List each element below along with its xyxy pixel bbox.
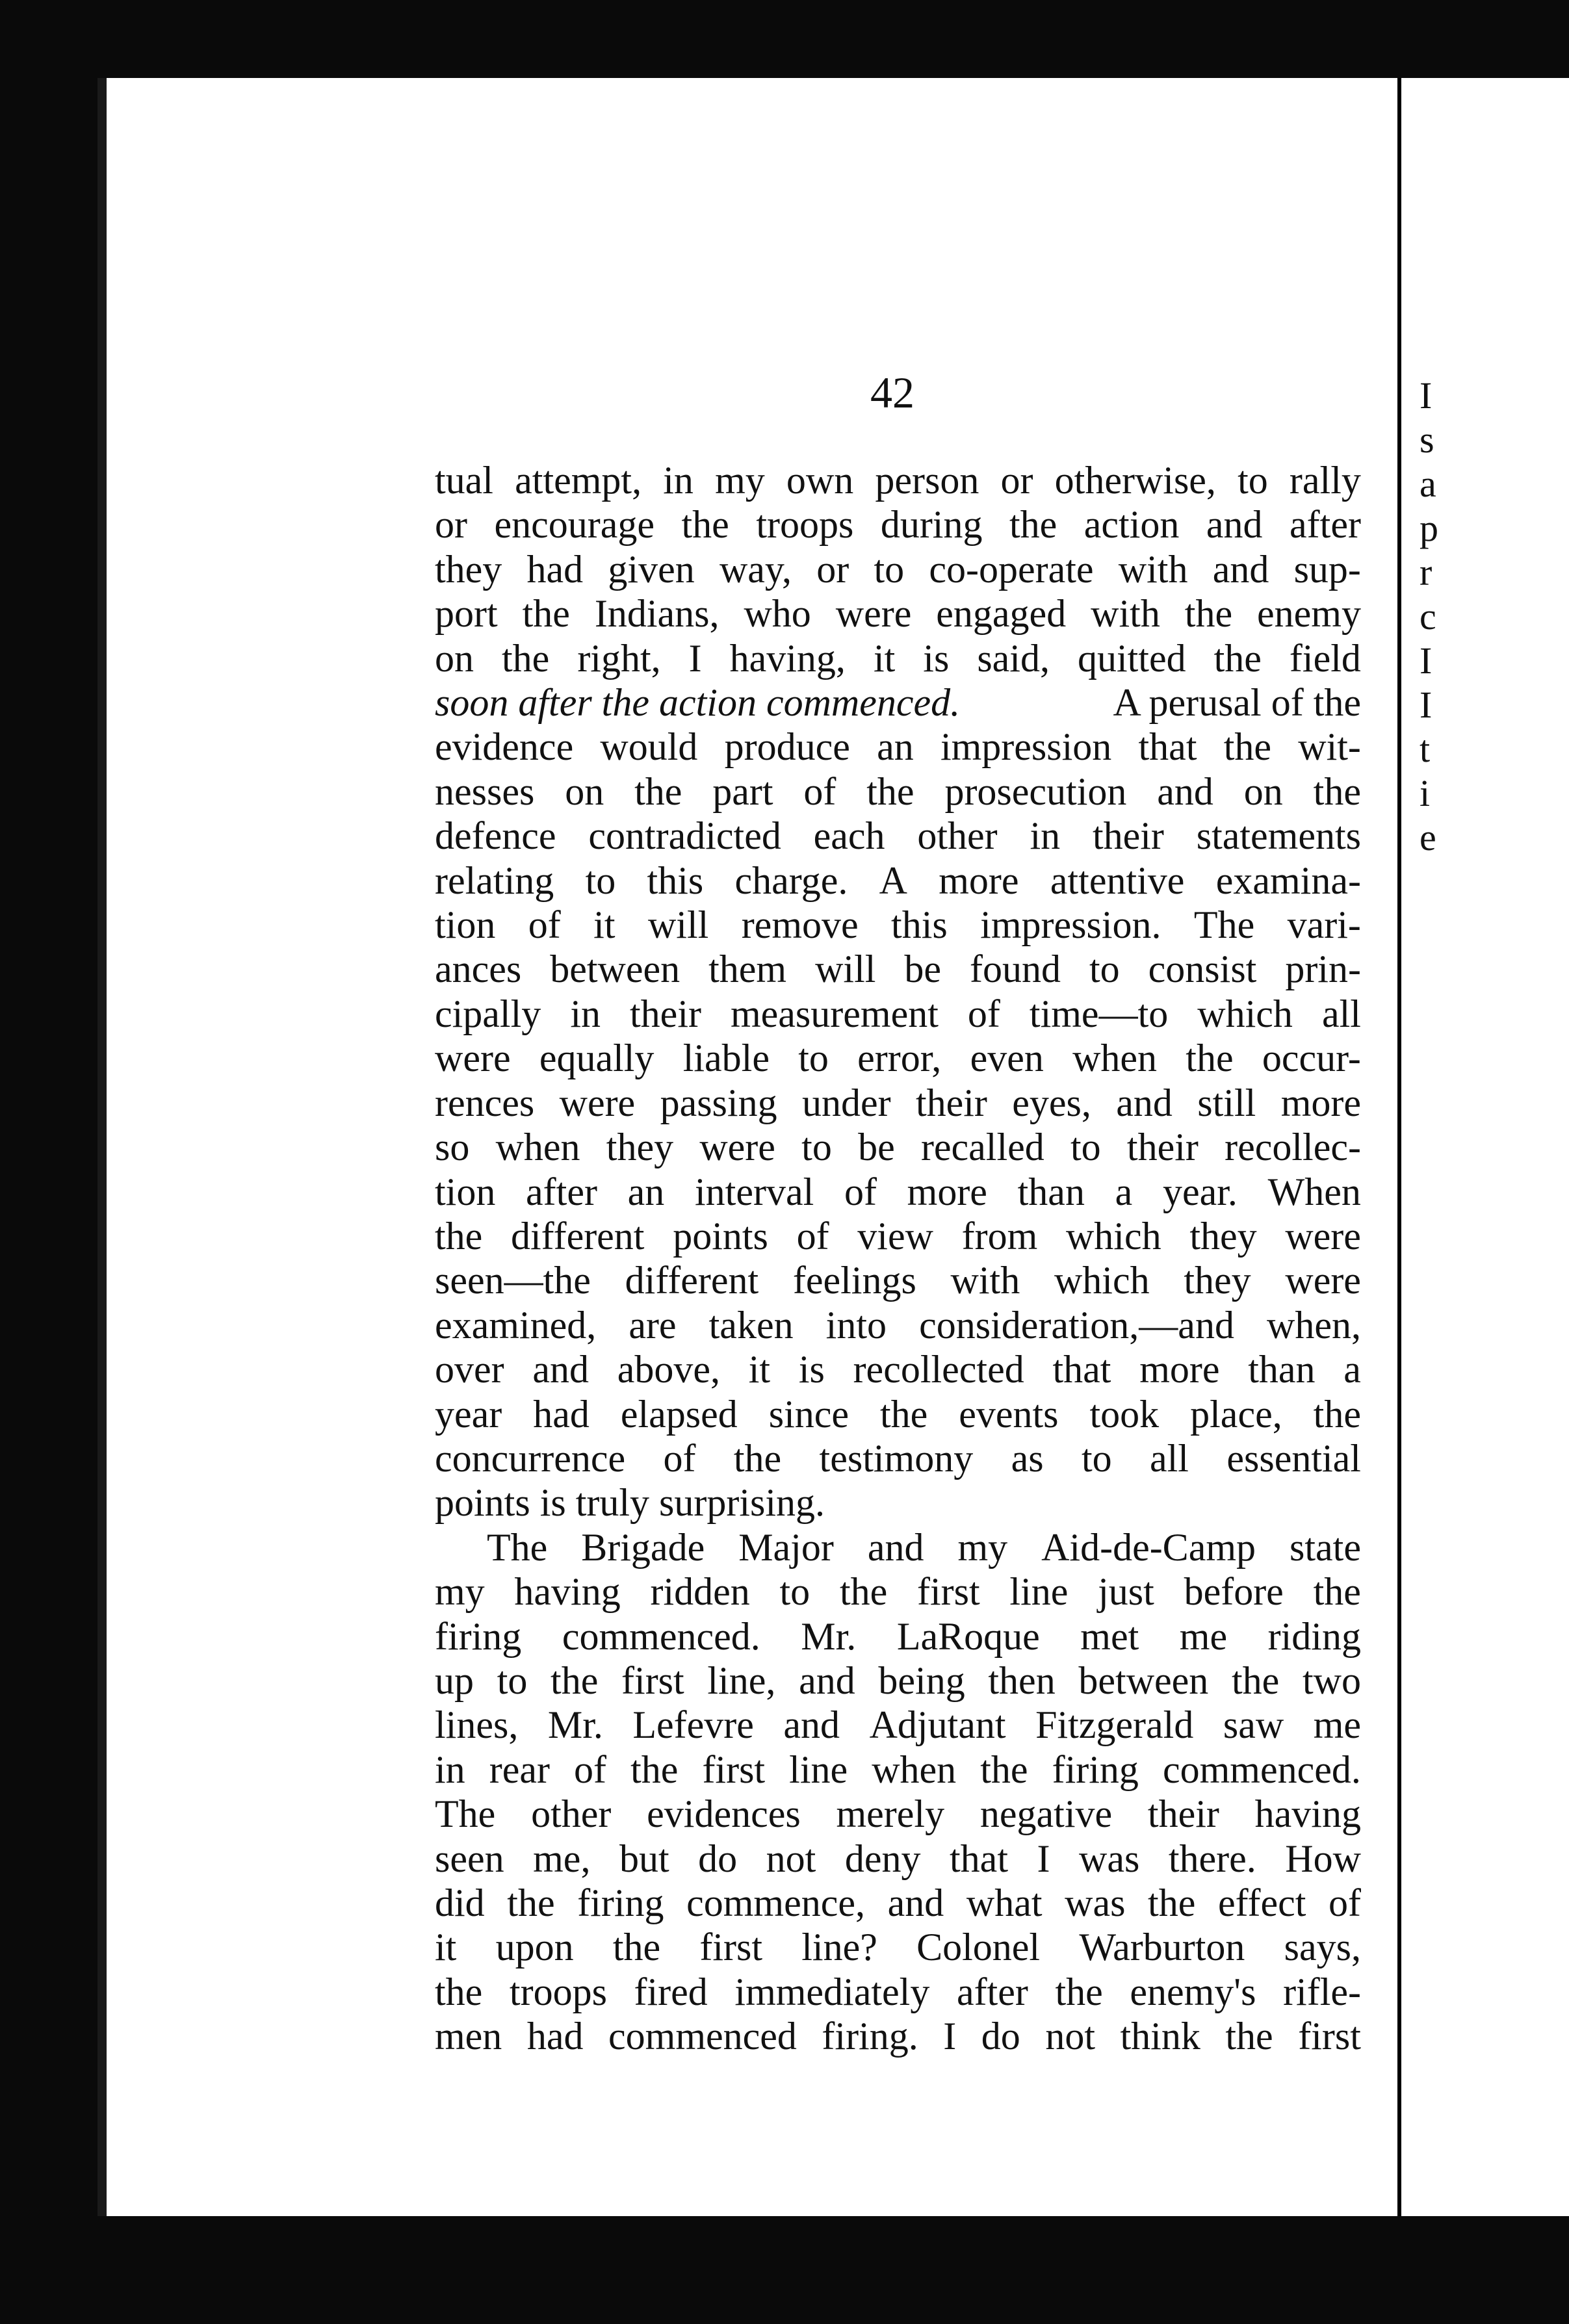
text-line: nesses on the part of the prosecution and on the: [435, 769, 1361, 813]
text-line: year had elapsed since the events took place, the: [435, 1392, 1361, 1436]
text-line: lines, Mr. Lefevre and Adjutant Fitzgerald saw me: [435, 1703, 1361, 1747]
text-line: did the firing commence, and what was the effect of: [435, 1881, 1361, 1924]
text-line: concurrence of the testimony as to all essential: [435, 1436, 1361, 1480]
text-line: rences were passing under their eyes, and still more: [435, 1081, 1361, 1124]
text-line: examined, are taken into consideration,—and when,: [435, 1303, 1361, 1347]
text-line: they had given way, or to co-operate with and sup-: [435, 547, 1361, 591]
text-line: tion after an interval of more than a year. When: [435, 1170, 1361, 1213]
body-text: [435, 458, 1361, 2059]
text-line: defence contradicted each other in their statements: [435, 814, 1361, 858]
facing-page-letter: I: [1420, 684, 1433, 726]
text-line: points is truly surprising.: [435, 1481, 825, 1525]
facing-page-letter: p: [1420, 507, 1438, 549]
text-line: my having ridden to the first line just before the: [435, 1570, 1361, 1614]
facing-page-letter: c: [1420, 595, 1436, 638]
text-line: The Brigade Major and my Aid-de-Camp state: [487, 1525, 1361, 1569]
facing-page-edge: [1397, 78, 1569, 2216]
facing-page-letter: a: [1420, 463, 1436, 505]
text-line: seen—the different feelings with which they were: [435, 1259, 1361, 1302]
text-line: men had commenced firing. I do not think the first: [435, 2015, 1361, 2058]
text-line: port the Indians, who were engaged with the enemy: [435, 592, 1361, 636]
text-line: in rear of the first line when the firing commenced.: [435, 1748, 1361, 1791]
text-line: evidence would produce an impression that the wit-: [435, 725, 1361, 769]
text-line: relating to this charge. A more attentive examina-: [435, 859, 1361, 902]
text-line: up to the first line, and being then between the two: [435, 1659, 1361, 1702]
text-line: or encourage the troops during the action and after: [435, 503, 1361, 547]
text-line: seen me, but do not deny that I was there. How: [435, 1837, 1361, 1880]
facing-page-letter: s: [1420, 419, 1434, 461]
text-line: The other evidences merely negative their having: [435, 1792, 1361, 1836]
text-line: the troops fired immediately after the enemy's rifle-: [435, 1970, 1361, 2013]
facing-page-letter: I: [1420, 639, 1433, 682]
text-line: tion of it will remove this impression. The vari-: [435, 903, 1361, 947]
text-line: so when they were to be recalled to their recollec-: [435, 1126, 1361, 1169]
facing-page-letter: e: [1420, 816, 1436, 859]
text-line: firing commenced. Mr. LaRoque met me riding: [435, 1614, 1361, 1658]
facing-page-letter: t: [1420, 728, 1431, 770]
text-line: [435, 680, 1361, 725]
book-page: [97, 78, 1407, 2216]
text-line: were equally liable to error, even when the occur-: [435, 1037, 1361, 1080]
facing-page-letter: r: [1420, 551, 1433, 593]
italic-phrase: soon after the action commenced.: [435, 681, 961, 725]
text-line: tual attempt, in my own person or otherwise, to rally: [435, 459, 1361, 502]
line-text: A perusal of the: [1113, 681, 1361, 725]
text-line: it upon the first line? Colonel Warburton says,: [435, 1926, 1361, 1969]
text-line: cipally in their measurement of time—to which all: [435, 992, 1361, 1035]
text-line: over and above, it is recollected that more than a: [435, 1348, 1361, 1391]
text-line: the different points of view from which they were: [435, 1214, 1361, 1258]
facing-page-letter: I: [1420, 374, 1433, 417]
facing-page-letter: i: [1420, 772, 1431, 814]
text-line: ances between them will be found to consist prin-: [435, 948, 1361, 991]
page-number: 42: [870, 368, 914, 417]
text-line: on the right, I having, it is said, quitted the field: [435, 636, 1361, 680]
